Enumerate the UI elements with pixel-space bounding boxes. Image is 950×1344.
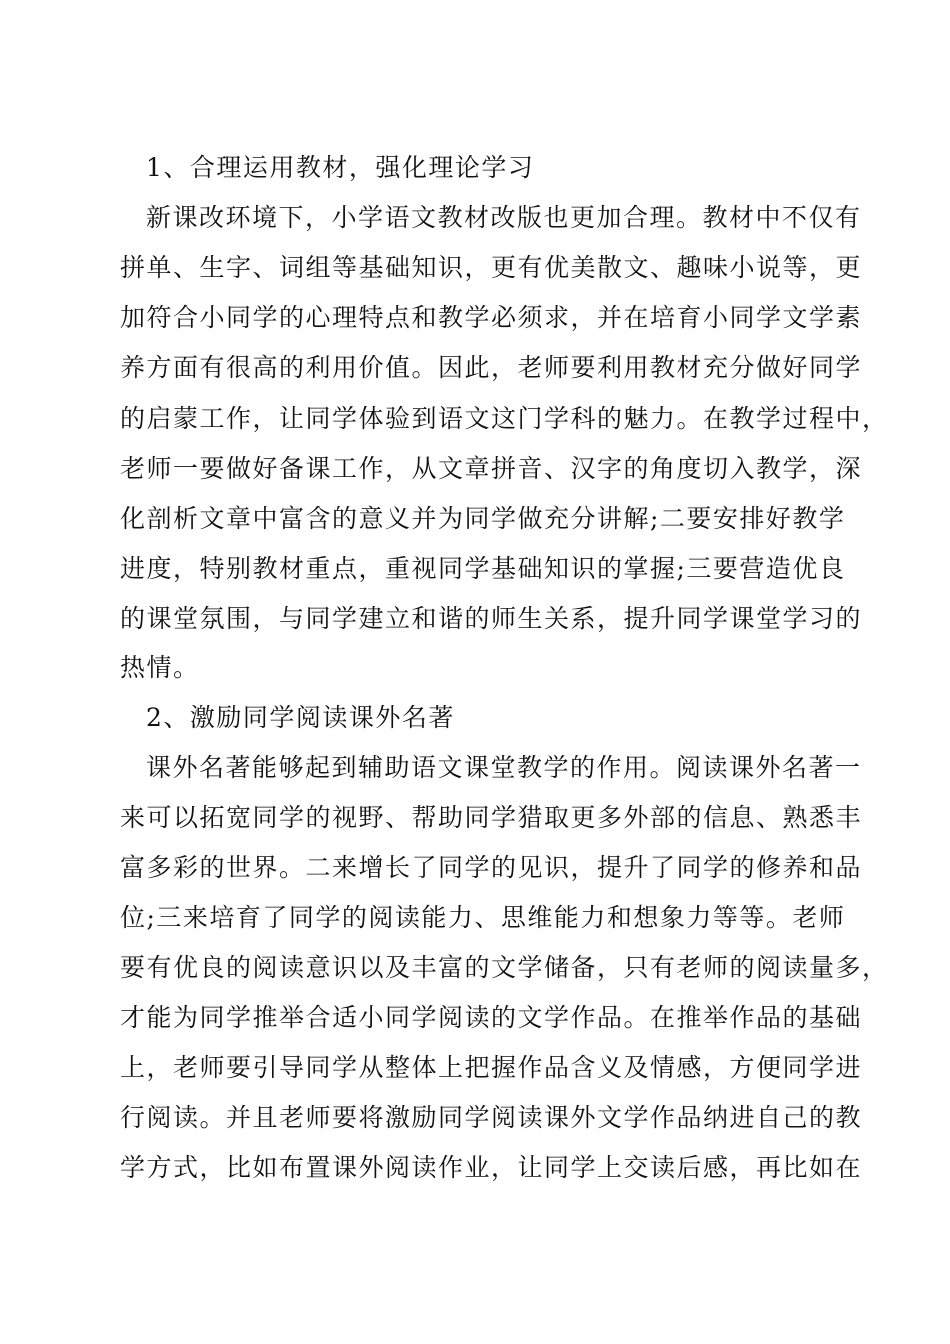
paragraph-line: 的启蒙工作，让同学体验到语文这门学科的魅力。在教学过程中， [120, 404, 889, 433]
paragraph-line: 老师一要做好备课工作，从文章拼音、汉字的角度切入教学，深 [120, 454, 863, 483]
paragraph-line: 上，老师要引导同学从整体上把握作品含义及情感，方便同学进 [120, 1053, 863, 1082]
paragraph-line: 进度，特别教材重点，重视同学基础知识的掌握;三要营造优良 [120, 554, 846, 583]
paragraph-line: 养方面有很高的利用价值。因此，老师要利用教材充分做好同学 [120, 353, 863, 382]
paragraph-line: 行阅读。并且老师要将激励同学阅读课外文学作品纳进自己的教 [120, 1103, 863, 1132]
paragraph-line: 富多彩的世界。二来增长了同学的见识，提升了同学的修养和品 [120, 853, 863, 882]
paragraph-line: 要有优良的阅读意识以及丰富的文学储备，只有老师的阅读量多， [120, 953, 889, 982]
paragraph-line: 新课改环境下，小学语文教材改版也更加合理。教材中不仅有 [146, 203, 862, 232]
section-heading-1: 1、合理运用教材，强化理论学习 [146, 153, 535, 182]
paragraph-line: 才能为同学推举合适小同学阅读的文学作品。在推举作品的基础 [120, 1003, 863, 1032]
paragraph-line: 热情。 [120, 653, 200, 682]
paragraph-line: 来可以拓宽同学的视野、帮助同学猎取更多外部的信息、熟悉丰 [120, 803, 863, 832]
section-heading-2: 2、激励同学阅读课外名著 [146, 703, 455, 732]
paragraph-line: 拼单、生字、词组等基础知识，更有优美散文、趣味小说等，更 [120, 253, 863, 282]
paragraph-line: 位;三来培育了同学的阅读能力、思维能力和想象力等等。老师 [120, 903, 846, 932]
paragraph-line: 的课堂氛围，与同学建立和谐的师生关系，提升同学课堂学习的 [120, 604, 863, 633]
paragraph-line: 学方式，比如布置课外阅读作业，让同学上交读后感，再比如在 [120, 1153, 863, 1182]
paragraph-line: 化剖析文章中富含的意义并为同学做充分讲解;二要安排好教学 [120, 504, 846, 533]
paragraph-line: 加符合小同学的心理特点和教学必须求，并在培育小同学文学素 [120, 303, 863, 332]
paragraph-line: 课外名著能够起到辅助语文课堂教学的作用。阅读课外名著一 [146, 753, 862, 782]
